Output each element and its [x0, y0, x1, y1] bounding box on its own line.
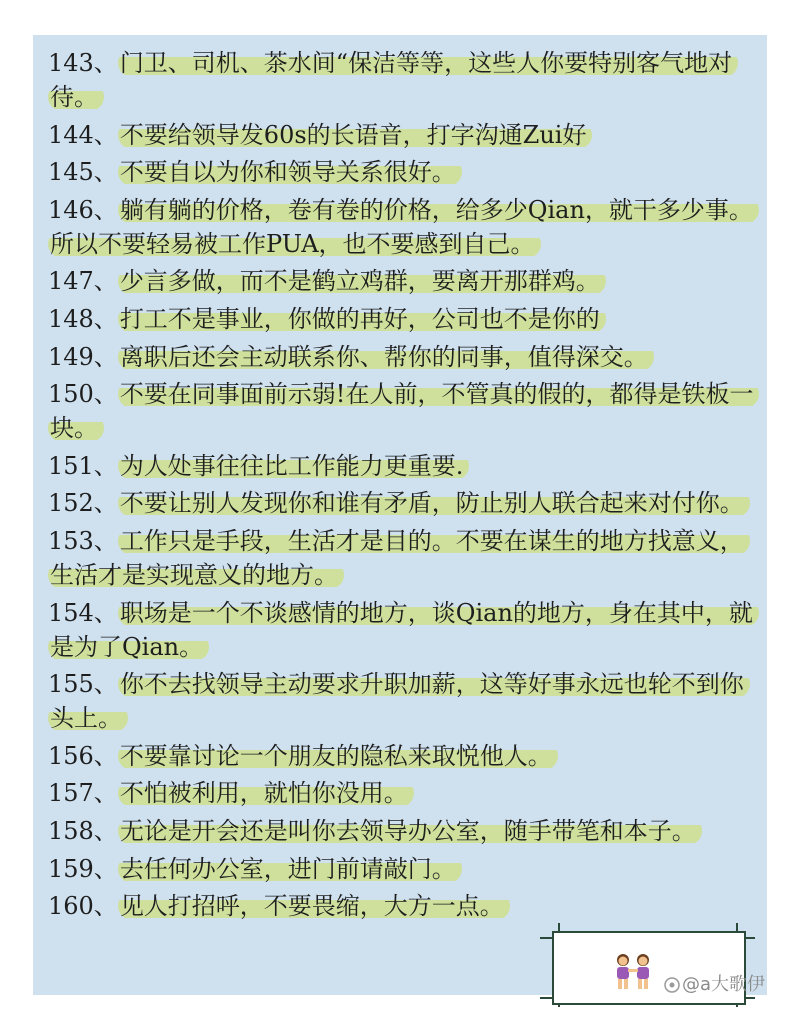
list-item — [48, 449, 760, 483]
item-number: 157、 — [48, 779, 118, 808]
item-number: 159、 — [48, 854, 118, 883]
item-text: 少言多做，而不是鹤立鸡群，要离开那群鸡。 — [118, 267, 606, 295]
list-item — [48, 377, 760, 445]
list-item — [48, 46, 760, 114]
list-item — [48, 155, 760, 189]
list-item — [48, 193, 760, 261]
item-text: 工作只是手段，生活才是目的。不要在谋生的地方找意义，生活才是实现意义的地方。 — [48, 527, 750, 589]
list-item — [48, 264, 760, 298]
list-item — [48, 667, 760, 735]
item-text: 不要让别人发现你和谁有矛盾，防止别人联合起来对付你。 — [118, 489, 750, 517]
xiaohongshu-logo-icon — [664, 977, 680, 993]
item-text: 躺有躺的价格，卷有卷的价格，给多少Qian，就干多少事。所以不要轻易被工作PUA，也不要感到自己。 — [48, 196, 759, 258]
item-number: 143、 — [48, 49, 118, 77]
item-text: 不要自以为你和领导关系很好。 — [118, 158, 462, 186]
list-item — [48, 814, 760, 848]
item-number: 156、 — [48, 741, 118, 770]
item-text: 门卫、司机、茶水间“保洁等等，这些人你要特别客气地对待。 — [48, 49, 738, 111]
list-item — [48, 118, 760, 152]
list-item — [48, 852, 760, 886]
list-item — [48, 524, 760, 592]
list-item — [48, 739, 760, 773]
item-number: 158、 — [48, 816, 118, 845]
item-number: 145、 — [48, 158, 118, 187]
item-number: 153、 — [48, 526, 118, 555]
item-number: 155、 — [48, 670, 118, 699]
item-text: 不要在同事面前示弱!在人前，不管真的假的，都得是铁板一块。 — [48, 380, 759, 442]
item-number: 160、 — [48, 892, 118, 921]
item-number: 144、 — [48, 120, 118, 149]
list-item — [48, 340, 760, 374]
item-text: 不怕被利用，就怕你没用。 — [118, 779, 414, 807]
tips-list — [48, 46, 760, 927]
item-text: 不要给领导发60s的长语音，打字沟通Zui好 — [118, 121, 593, 149]
item-text: 不要靠讨论一个朋友的隐私来取悦他人。 — [118, 742, 558, 770]
item-number: 148、 — [48, 304, 118, 333]
item-number: 154、 — [48, 598, 118, 627]
item-text: 为人处事往往比工作能力更重要. — [118, 452, 470, 480]
item-number: 151、 — [48, 451, 118, 480]
item-number: 149、 — [48, 342, 118, 371]
list-item — [48, 596, 760, 664]
item-text: 你不去找领导主动要求升职加薪，这等好事永远也轮不到你头上。 — [48, 670, 750, 732]
author-handle: @a大歌伊 — [682, 974, 766, 995]
item-text: 打工不是事业，你做的再好，公司也不是你的 — [118, 305, 606, 333]
item-number: 146、 — [48, 195, 118, 224]
item-number: 150、 — [48, 380, 118, 409]
item-number: 152、 — [48, 489, 118, 518]
list-item — [48, 302, 760, 336]
item-text: 去任何办公室，进门前请敲门。 — [118, 855, 462, 883]
item-number: 147、 — [48, 267, 118, 296]
item-text: 离职后还会主动联系你、帮你的同事，值得深交。 — [118, 343, 654, 371]
item-text: 见人打招呼，不要畏缩，大方一点。 — [118, 892, 510, 920]
watermark-stamp — [540, 915, 766, 1007]
list-item — [48, 776, 760, 810]
item-text: 无论是开会还是叫你去领导办公室，随手带笔和本子。 — [118, 817, 702, 845]
item-text: 职场是一个不谈感情的地方，谈Qian的地方，身在其中，就是为了Qian。 — [48, 599, 759, 661]
two-women-icon — [610, 951, 656, 991]
list-item — [48, 486, 760, 520]
